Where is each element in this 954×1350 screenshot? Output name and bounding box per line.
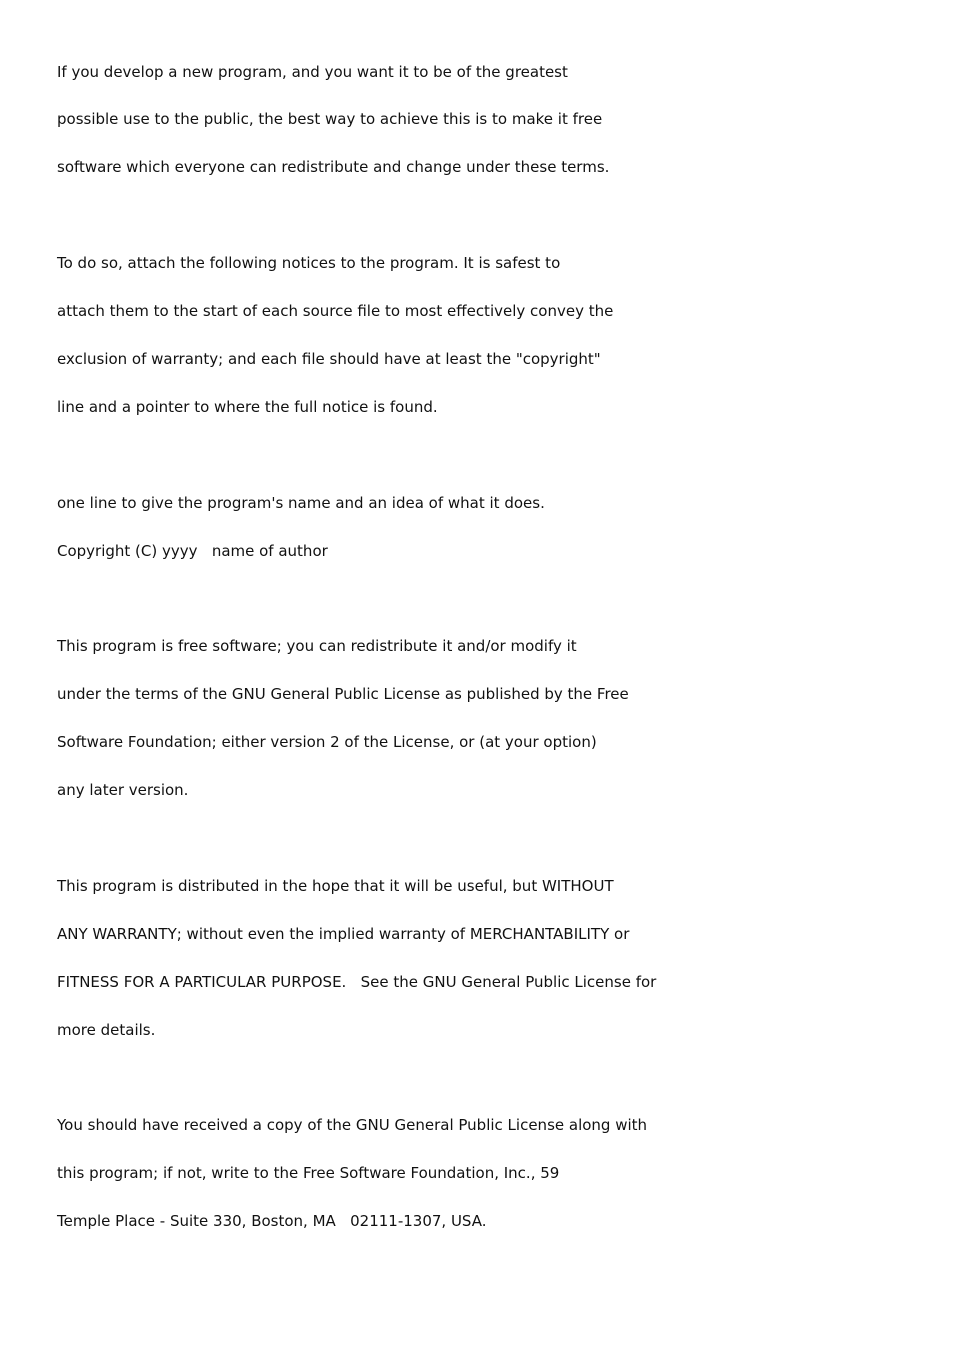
- paragraph-3-line-3: Software Foundation; either version 2 of the License, or (at your option): [57, 733, 597, 751]
- paragraph-2-line-1: To do so, attach the following notices to the program. It is safest to: [57, 254, 561, 272]
- paragraph-1-line-3: software which everyone can redistribute and change under these terms.: [57, 158, 610, 176]
- paragraph-3-line-1: This program is free software; you can redistribute it and/or modify it: [57, 637, 577, 655]
- paragraph-1-line-2: possible use to the public, the best way to achieve this is to make it free: [57, 110, 603, 128]
- paragraph-3-line-2: under the terms of the GNU General Public License as published by the Free: [57, 685, 629, 703]
- paragraph-5-line-3: Temple Place - Suite 330, Boston, MA 02111-1307, USA.: [57, 1212, 487, 1230]
- paragraph-4-line-4: more details.: [57, 1021, 156, 1039]
- notice-copyright-line: Copyright (C) yyyy name of author: [57, 542, 328, 560]
- paragraph-5-line-1: You should have received a copy of the GNU General Public License along with: [57, 1116, 648, 1134]
- paragraph-4-line-3: FITNESS FOR A PARTICULAR PURPOSE. See the GNU General Public License for: [57, 973, 657, 991]
- paragraph-2-line-4: line and a pointer to where the full notice is found.: [57, 398, 438, 416]
- paragraph-4-line-2: ANY WARRANTY; without even the implied warranty of MERCHANTABILITY or: [57, 925, 630, 943]
- paragraph-4-line-1: This program is distributed in the hope that it will be useful, but WITHOUT: [57, 877, 614, 895]
- paragraph-2-line-3: exclusion of warranty; and each file should have at least the "copyright": [57, 350, 601, 368]
- paragraph-3-line-4: any later version.: [57, 781, 189, 799]
- paragraph-1-line-1: If you develop a new program, and you want it to be of the greatest: [57, 63, 568, 81]
- paragraph-5-line-2: this program; if not, write to the Free Software Foundation, Inc., 59: [57, 1164, 560, 1182]
- paragraph-2-line-2: attach them to the start of each source file to most effectively convey the: [57, 302, 614, 320]
- notice-description-line: one line to give the program's name and an idea of what it does.: [57, 494, 545, 512]
